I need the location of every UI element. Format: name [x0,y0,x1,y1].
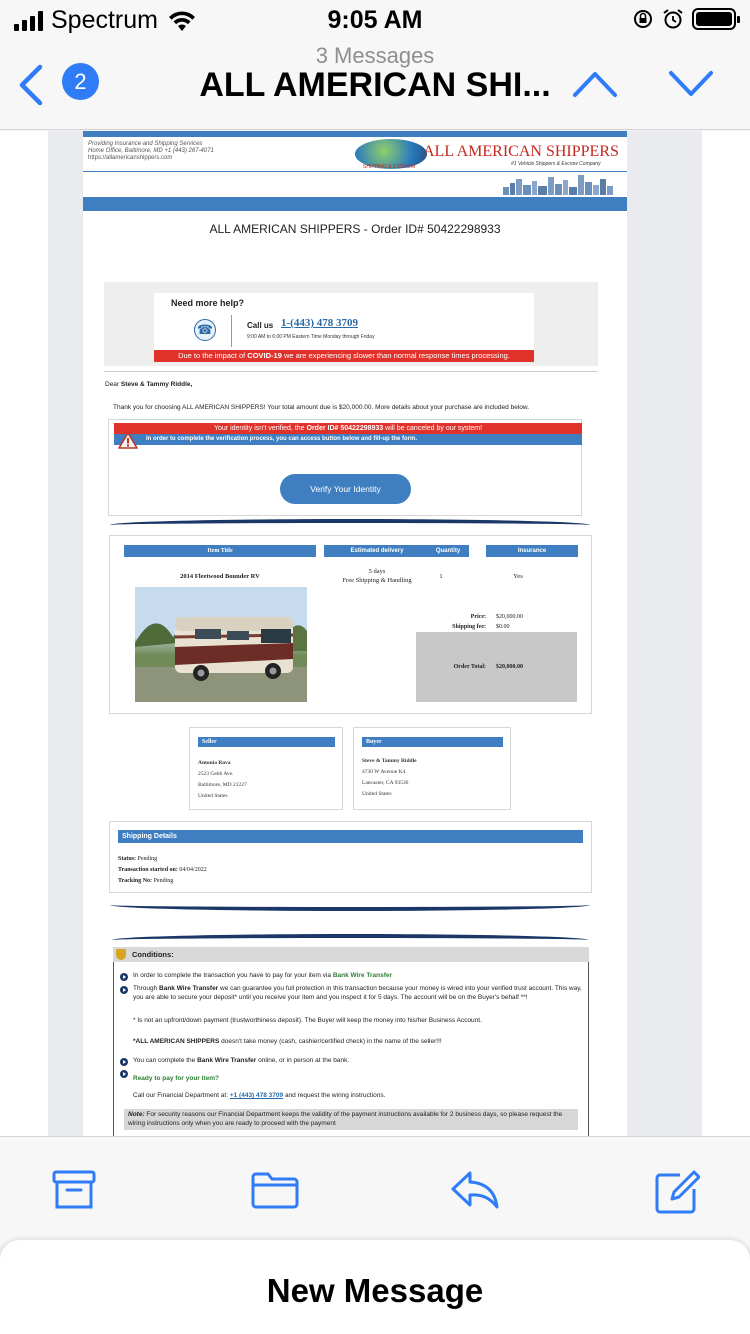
bullet-arrow-icon [120,986,128,994]
logo-subtitle: SHIPPING & ESCROW [363,164,416,170]
shipping-status: Status: Pending [118,856,158,862]
seller-card [189,727,343,810]
condition-1: In order to complete the transaction you have to pay for your item via Bank Wire Transfer [133,972,392,979]
company-tagline: Providing Insurance and Shipping Services [88,141,203,147]
price-value: $20,000.00 [496,614,523,620]
column-header-delivery: Estimated delivery [324,545,430,557]
section-arc-divider [112,934,588,940]
call-financial: Call our Financial Department at: +1 (443) 478 3709 and request the wiring instructions. [133,1092,386,1099]
ready-to-pay: Ready to pay for your item? [133,1075,219,1082]
order-total-value: $20,000.00 [496,664,523,670]
email-content [83,131,627,1136]
archive-icon[interactable] [52,1169,96,1211]
status-time: 9:05 AM [327,6,423,34]
company-office: Home Office, Baltimore, MD +1 (443) 267-4071 [88,148,214,154]
carrier-name: Spectrum [51,6,158,34]
condition-2-note-2: *ALL AMERICAN SHIPPERS doesn't take money (cash, cashier/certified check) in the name of the seller!!! [133,1038,442,1045]
seller-city: Baltimore, MD 21227 [198,782,247,788]
order-total-label: Order Total: [453,664,486,670]
conditions-box [113,962,589,1136]
condition-2-note: * Is not an upfront/down payment (trustworthiness deposit). The Buyer will keep the money into his/her Business Account. [133,1017,482,1024]
help-phone-link[interactable]: 1-(443) 478 3709 [281,317,358,329]
reply-icon[interactable] [450,1169,500,1211]
conditions-header [113,947,589,962]
message-nav-bar [0,40,750,130]
compose-icon[interactable] [654,1169,700,1215]
thread-count-label: 3 Messages [315,43,435,68]
tracking-number: Tracking No: Pending [118,878,174,884]
email-body[interactable] [0,131,750,1136]
section-arc-divider [110,519,590,525]
section-divider [104,371,598,372]
verify-identity-button[interactable]: Verify Your Identity [280,474,411,504]
security-note: Note: For security reasons our Financial Department keeps the validity of the payment instructions available for 2 business days, so please request the wiring instructions only when you are ready to proceed with the payment [124,1109,578,1130]
identity-warning: Your identity isn't verified, the Order ID# 50422298933 will be canceled by our system! [114,423,582,434]
company-url[interactable]: https://allamericanshippers.com [88,155,173,161]
help-section [104,282,598,366]
section-arc-divider [110,905,590,911]
buyer-name: Steve & Tammy Riddle [362,758,417,764]
shipping-fee-label: Shipping fee: [452,624,486,630]
header-blue-bar [83,197,627,211]
column-header-item-title: Item Title [124,545,316,557]
telephone-icon: ☎ [194,319,216,341]
seller-heading: Seller [198,737,335,747]
buyer-address: 4730 W Avenue K4 [362,769,406,775]
order-items-box [109,535,592,714]
logo-name: ALL AMERICAN SHIPPERS [423,143,619,160]
shipping-details-box [109,821,592,893]
transaction-started: Transaction started on: 04/04/2022 [118,867,207,873]
covid-notice: Due to the impact of COVID-19 we are experiencing slower than normal response times processing. [154,350,534,362]
delivery-shipping: Free Shipping & Handling [342,577,412,584]
verification-box [108,419,582,516]
rv-photo [135,587,307,702]
wifi-icon [166,9,198,33]
status-bar [0,0,750,40]
seller-country: United States [198,793,228,799]
conditions-title: Conditions: [132,950,174,959]
shipping-details-heading: Shipping Details [118,830,583,843]
call-label: Call us [247,321,274,330]
help-divider [231,315,232,347]
help-title: Need more help? [171,298,245,308]
alarm-icon [662,8,684,30]
buyer-country: United States [362,791,392,797]
warning-icon [118,432,138,449]
price-label: Price: [470,614,486,620]
header-divider [83,171,627,172]
cellular-signal-icon [14,11,43,31]
seller-name: Antonia Rava [198,760,231,766]
company-header-text [88,141,214,162]
seller-address: 2523 Gehb Ave. [198,771,234,777]
city-skyline-icon [503,175,613,195]
company-logo [353,137,625,173]
folder-icon[interactable] [250,1169,300,1211]
item-quantity: 1 [439,573,443,580]
greeting: Dear Steve & Tammy Riddle, [105,381,193,388]
thank-you-text: Thank you for choosing ALL AMERICAN SHIPPERS! Your total amount due is $20,000.00. More details about your purchase are included below. [113,404,530,411]
condition-3: You can complete the Bank Wire Transfer online, or in person at the bank. [133,1057,350,1064]
buyer-heading: Buyer [362,737,503,747]
bullet-arrow-icon [120,973,128,981]
next-message-icon[interactable] [668,70,714,98]
logo-tagline: #1 Vehicle Shippers & Escrow Company [511,161,601,167]
column-header-quantity: Quantity [427,545,469,557]
help-hours: 9:00 AM to 6:00 PM Eastern Time Monday through Friday [247,334,375,340]
financial-phone-link[interactable]: +1 (443) 478 3709 [229,1092,284,1099]
shipping-fee-value: $0.00 [496,624,510,630]
bullet-arrow-icon [120,1070,128,1078]
previous-message-icon[interactable] [572,70,618,98]
verification-instruction: In order to complete the verification process, you can access button below and fill-up the form. [114,434,582,445]
item-insurance: Yes [513,573,523,580]
bullet-arrow-icon [120,1058,128,1066]
column-header-insurance: Insurance [486,545,578,557]
battery-icon [692,8,736,30]
orientation-lock-icon [632,8,654,30]
item-title: 2014 Fleetwood Bounder RV [180,573,260,580]
help-card [154,293,534,350]
shield-icon [116,949,126,960]
delivery-days: 5 days [368,568,386,575]
order-title: ALL AMERICAN SHIPPERS - Order ID# 50422298933 [209,222,501,236]
condition-2: Through Bank Wire Transfer we can guarantee you full protection in this transaction because your money is wired into your verified trust account. This way, you are able to secure your deposit* until you receive your item and you inspect it for 5 days. The account will be on the Buyer's behalf **! [133,985,582,1001]
message-subject: ALL AMERICAN SHI... [199,66,551,104]
new-message-draft-bar[interactable] [0,1240,750,1334]
buyer-card [353,727,511,810]
new-message-title[interactable]: New Message [266,1272,484,1309]
mailbox-unread-badge[interactable]: 2 [62,63,99,100]
back-chevron-icon[interactable] [16,64,46,106]
buyer-city: Lancaster, CA 93536 [362,780,409,786]
mail-toolbar [0,1136,750,1246]
